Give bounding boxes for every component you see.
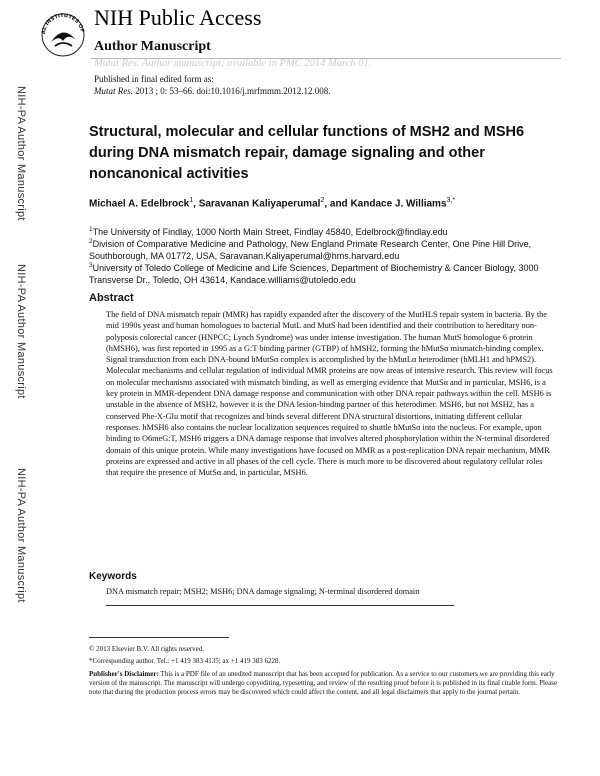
publisher-disclaimer bbox=[89, 670, 559, 697]
author-affiliation-mark: 1 bbox=[189, 197, 194, 204]
side-label-middle: NIH-PA Author Manuscript bbox=[15, 264, 27, 399]
affiliation-number: 1 bbox=[89, 226, 93, 233]
side-label-top: NIH-PA Author Manuscript bbox=[15, 86, 27, 221]
pmc-availability-note: Mutat Res. Author manuscript; available in PMC 2014 March 01. bbox=[94, 58, 372, 69]
abstract-text: The field of DNA mismatch repair (MMR) has rapidly expanded after the discovery of the MutHLS repair system in bacteria. By the mid 1990s yeast and human homologues to bacterial MutL and MutS had been identified and their contribution to hereditary non-polyposis colorectal cancer (HNPCC; Lynch Syndrome) was under intense investigation. The human MutS homologue 6 protein (hMSH6), was first reported in 1995 as a G:T binding partner (GTBP) of hMSH2, forming the hMutSα mismatch-binding complex. Signal transduction from each DNA-bound hMutSα complex is accomplished by the hMutLα heterodimer (hMLH1 and hPMS2). Molecular mechanisms and cellular regulation of individual MMR proteins are now areas of intensive research. This review will focus on molecular mechanisms associated with mismatch binding, as well as emerging evidence that MutSα and in particular, MSH6, is a key protein in MMR-dependent DNA damage response and communication with other DNA repair pathways within the cell. MSH6 is unstable in the absence of MSH2, however it is the DNA lesion-binding partner of this heterodimer. MSH6, but not MSH2, has a conserved Phe-X-Glu motif that recognizes and binds several different DNA structural distortions, initiating different cellular responses. hMSH6 also contains the nuclear localization sequences required to shuttle hMutSα into the nucleus. For example, upon binding to O6meG:T, MSH6 triggers a DNA damage response that involves altered phosphorylation within the N-terminal disordered domain of this unique protein. While many investigations have focused on MMR as a post-replication DNA repair mechanism, MMR proteins are expressed and active in all phases of the cell cycle. There is much more to be discovered about regulatory cellular roles that require the presence of MutSα and, in particular, MSH6. bbox=[106, 310, 553, 478]
abstract-heading: Abstract bbox=[89, 292, 134, 304]
author-affiliation-mark: 2 bbox=[320, 197, 325, 204]
keywords-heading: Keywords bbox=[89, 571, 137, 582]
footnote-divider bbox=[89, 637, 229, 638]
copyright-notice: © 2013 Elsevier B.V. All rights reserved. bbox=[89, 645, 205, 653]
published-in-label: Published in final edited form as: bbox=[94, 74, 214, 84]
author-affiliation-mark: 3,* bbox=[446, 197, 456, 204]
author-list bbox=[89, 195, 455, 210]
svg-text:NATIONAL INSTITUTES OF HEALTH bbox=[38, 8, 85, 35]
article-title: Structural, molecular and cellular functions of MSH2 and MSH6 during DNA mismatch repair, damage signaling and other noncanonical activities bbox=[89, 124, 525, 182]
side-label-bottom: NIH-PA Author Manuscript bbox=[15, 468, 27, 603]
affiliation-3 bbox=[89, 260, 559, 286]
affiliation-text: The University of Findlay, 1000 North Main Street, Findlay 45840, Edelbrock@findlay.edu bbox=[92, 227, 448, 237]
citation-journal: Mutat Res. bbox=[94, 86, 133, 96]
nih-logo bbox=[38, 8, 88, 58]
keywords-divider bbox=[106, 605, 454, 606]
citation-details: 2013 ; 0: 53–66. doi:10.1016/j.mrfmmm.2012.12.008. bbox=[133, 86, 331, 96]
author-name: Michael A. Edelbrock bbox=[89, 198, 190, 210]
disclaimer-text: This is a PDF file of an unedited manuscript that has been accepted for publication. As a service to our customers we are providing this early version of the manuscript. The manuscript will undergo copyediting, typesetting, and review of the resulting proof before it is published in its final citable form. Please note that during the production process errors may be discovered which could affect the content, and all legal disclaimers that apply to the journal pertain. bbox=[89, 670, 558, 696]
affiliation-number: 3 bbox=[89, 262, 93, 269]
affiliation-text: University of Toledo College of Medicine and Life Sciences, Department of Biochemistry & Cancer Biology, 3000 Transverse Dr., Toledo, OH 43614, Kandace.williams@utoledo.edu bbox=[89, 263, 539, 285]
author-separator: , and bbox=[324, 198, 351, 210]
nih-seal-icon bbox=[38, 8, 88, 58]
logo-text: AL INSTITUTES OF bbox=[40, 12, 85, 35]
author-name: Saravanan Kaliyaperumal bbox=[198, 198, 321, 210]
affiliation-2 bbox=[89, 236, 559, 262]
keywords-text: DNA mismatch repair; MSH2; MSH6; DNA damage signaling; N-terminal disordered domain bbox=[106, 587, 420, 596]
author-separator: , bbox=[193, 198, 199, 210]
nih-public-access-title: NIH Public Access bbox=[94, 5, 262, 30]
author-manuscript-label: Author Manuscript bbox=[94, 39, 211, 54]
disclaimer-label: Publisher's Disclaimer: bbox=[89, 670, 159, 678]
corresponding-author-note: *Corresponding author. Tel.: +1 419 383 4135; ax +1 419 383 6228. bbox=[89, 657, 281, 665]
citation-line bbox=[94, 86, 331, 97]
author-name: Kandace J. Williams bbox=[350, 198, 447, 210]
affiliation-text: Division of Comparative Medicine and Pathology, New England Primate Research Center, One Pine Hill Drive, Southborough, MA 01772, USA, Saravanan.Kaliyaperumal@hms.harvard.edu bbox=[89, 239, 532, 261]
affiliation-number: 2 bbox=[89, 238, 93, 245]
